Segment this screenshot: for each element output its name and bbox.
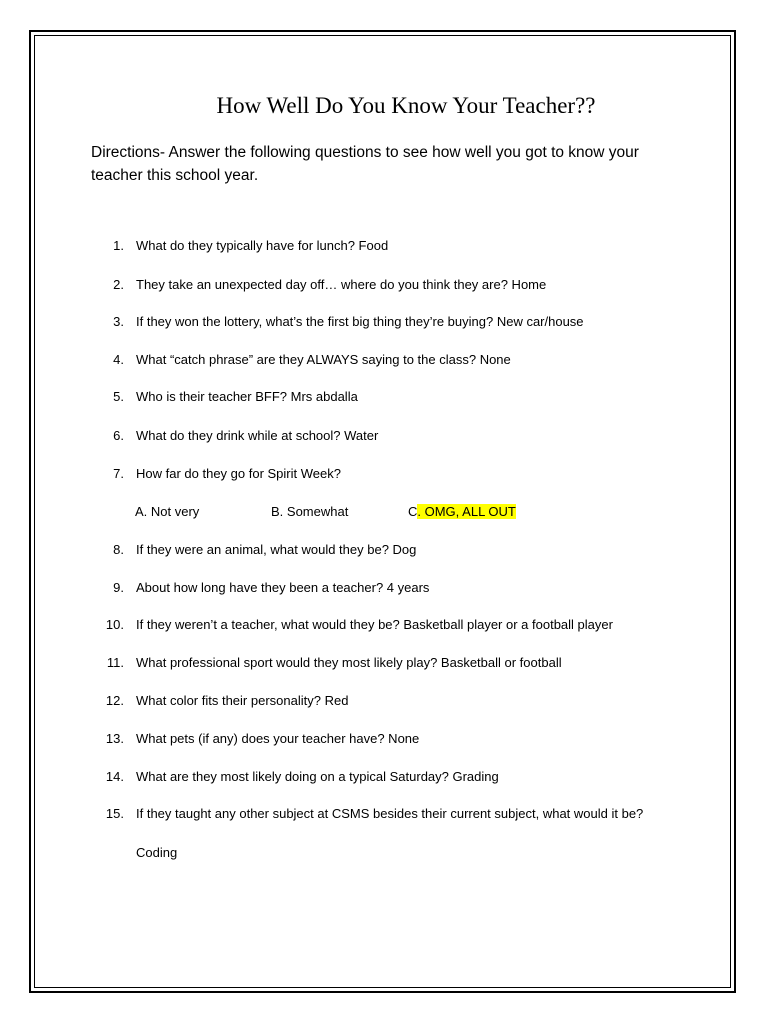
question-number: 5. — [113, 389, 124, 404]
question-text: What color fits their personality? Red — [136, 693, 349, 708]
question-number: 12. — [105, 693, 124, 708]
question-number: 13. — [105, 731, 124, 746]
directions-text: Directions- Answer the following questions to see how well you got to know your teacher this school year. — [91, 144, 639, 184]
question-text: Who is their teacher BFF? Mrs abdalla — [136, 389, 358, 404]
spirit-option-b: B. Somewhat — [271, 504, 349, 519]
question-text: How far do they go for Spirit Week? — [136, 466, 341, 481]
question-text: What are they most likely doing on a typical Saturday? Grading — [136, 769, 499, 784]
page-title: How Well Do You Know Your Teacher?? — [216, 93, 596, 118]
question-number: 3. — [113, 314, 124, 329]
question-text: What do they typically have for lunch? Food — [136, 238, 389, 253]
spirit-option-c-letter: C — [408, 504, 418, 519]
question-text: What “catch phrase” are they ALWAYS saying to the class? None — [136, 352, 511, 367]
question-number: 8. — [113, 542, 124, 557]
question-text: If they taught any other subject at CSMS besides their current subject, what would it be? — [136, 806, 644, 821]
question-text: They take an unexpected day off… where do you think they are? Home — [136, 277, 547, 292]
question-number: 9. — [113, 580, 124, 595]
spirit-option-c-highlighted: . OMG, ALL OUT — [417, 504, 516, 519]
spirit-option-c — [408, 504, 516, 520]
question-text: What pets (if any) does your teacher have? None — [136, 731, 420, 746]
question-number: 2. — [113, 277, 124, 292]
question-number: 1. — [113, 238, 124, 253]
question-text: If they were an animal, what would they be? Dog — [136, 542, 417, 557]
question-number: 14. — [105, 769, 124, 784]
question-text: If they won the lottery, what’s the first big thing they’re buying? New car/house — [136, 314, 584, 329]
question-number: 11. — [106, 655, 124, 670]
spirit-option-a: A. Not very — [135, 504, 200, 519]
question-number: 4. — [113, 352, 124, 367]
question-text: About how long have they been a teacher? 4 years — [136, 580, 430, 595]
question-number: 10. — [105, 617, 124, 632]
question-number: 6. — [113, 428, 124, 443]
question-number: 7. — [113, 466, 124, 481]
question-text: What professional sport would they most likely play? Basketball or football — [136, 655, 562, 670]
question-number: 15. — [105, 806, 124, 821]
question-text: If they weren’t a teacher, what would they be? Basketball player or a football player — [136, 617, 613, 632]
answer-15: Coding — [136, 845, 178, 860]
question-text: What do they drink while at school? Water — [136, 428, 379, 443]
